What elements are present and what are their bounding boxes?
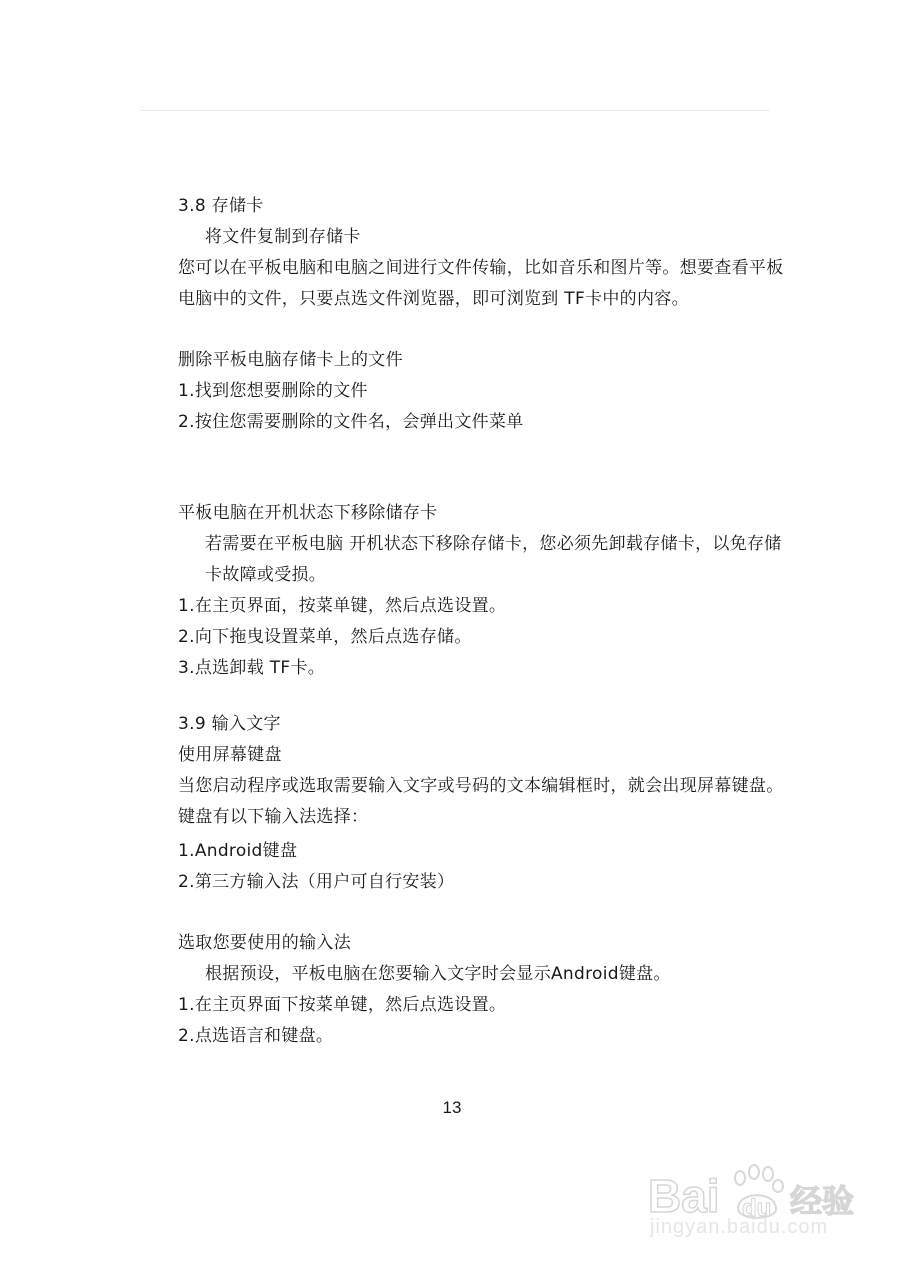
step-line: 1.找到您想要删除的文件	[178, 381, 368, 401]
step-line: 2.按住您需要删除的文件名，会弹出文件菜单	[178, 412, 524, 432]
svg-text:Bai: Bai	[648, 1170, 720, 1222]
svg-text:经验: 经验	[790, 1182, 855, 1220]
paragraph-line: 根据预设，平板电脑在您要输入文字时会显示Android键盘。	[205, 964, 671, 984]
page-top-rule	[140, 110, 770, 111]
paragraph-line: 卡故障或受损。	[205, 565, 327, 585]
paragraph-line: 电脑中的文件，只要点选文件浏览器，即可浏览到 TF卡中的内容。	[178, 289, 689, 309]
step-line: 3.点选卸载 TF卡。	[178, 658, 326, 678]
step-line: 1.在主页界面下按菜单键，然后点选设置。	[178, 995, 507, 1015]
subheading-choose-input: 选取您要使用的输入法	[178, 933, 351, 953]
section-heading-3-9: 3.9 输入文字	[178, 714, 281, 734]
list-item: 1.Android键盘	[178, 841, 298, 861]
paragraph-line: 您可以在平板电脑和电脑之间进行文件传输，比如音乐和图片等。想要查看平板	[178, 258, 784, 278]
step-line: 1.在主页界面，按菜单键，然后点选设置。	[178, 596, 507, 616]
section-heading-3-8: 3.8 存储卡	[178, 196, 264, 216]
step-line: 2.点选语言和键盘。	[178, 1026, 334, 1046]
subheading-delete-files: 删除平板电脑存储卡上的文件	[178, 350, 403, 370]
baidu-watermark	[648, 1140, 878, 1270]
list-item: 2.第三方输入法（用户可自行安装）	[178, 872, 455, 892]
paragraph-line: 键盘有以下输入法选择：	[178, 807, 369, 827]
watermark-url: jingyan.baidu.com	[650, 1216, 829, 1238]
paragraph-line: 当您启动程序或选取需要输入文字或号码的文本编辑框时，就会出现屏幕键盘。	[178, 776, 784, 796]
subheading-remove-card: 平板电脑在开机状态下移除储存卡	[178, 503, 438, 523]
step-line: 2.向下拖曳设置菜单，然后点选存储。	[178, 627, 472, 647]
paragraph-line: 若需要在平板电脑 开机状态下移除存储卡，您必须先卸载存储卡，以免存储	[205, 534, 782, 554]
subheading-copy-files: 将文件复制到存储卡	[205, 227, 361, 247]
svg-text:du: du	[742, 1195, 772, 1222]
subheading-onscreen-keyboard: 使用屏幕键盘	[178, 745, 282, 765]
page-number: 13	[442, 1098, 462, 1117]
